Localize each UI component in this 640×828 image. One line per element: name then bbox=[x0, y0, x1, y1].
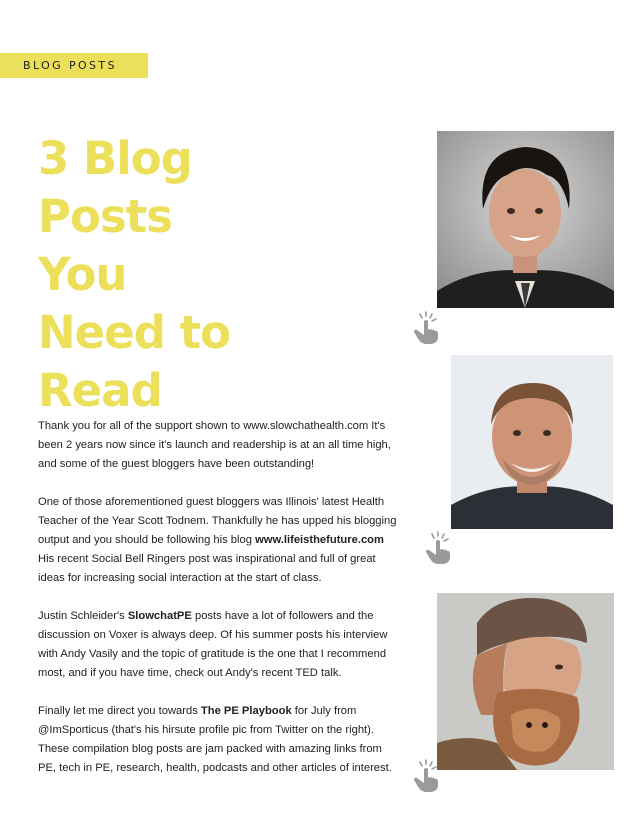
hand-pointer-click-icon bbox=[412, 311, 440, 345]
paragraph-todnem bbox=[38, 493, 398, 588]
text-fragment: Finally let me direct you towards bbox=[38, 705, 201, 717]
text-fragment: One of those aforementioned guest bloggers was Illinois' latest Health Teacher of the Year Scott Todnem. Thankfully he has upped his blogging output and you should be following his blog bbox=[38, 496, 397, 546]
text-fragment: His recent Social Bell Ringers post was inspirational and full of great ideas for increasing social interaction at the start of class. bbox=[38, 553, 376, 584]
title-line-4: Need to bbox=[38, 306, 231, 359]
article-body bbox=[38, 417, 398, 797]
portrait-image bbox=[437, 131, 614, 308]
blogger-photo-2 bbox=[451, 355, 613, 529]
blogger-photo-1 bbox=[437, 131, 614, 308]
title-line-1: 3 Blog bbox=[38, 132, 192, 185]
blog-link-pe-playbook[interactable]: The PE Playbook bbox=[200, 705, 292, 717]
hand-pointer-click-icon bbox=[424, 531, 452, 565]
title-line-5: Read bbox=[38, 364, 162, 417]
paragraph-intro: Thank you for all of the support shown to www.slowchathealth.com It's been 2 years now since it's launch and readership is at an all time high, and some of the guest bloggers have been outstanding! bbox=[38, 420, 391, 470]
paragraph-playbook bbox=[38, 702, 398, 778]
page-title bbox=[38, 130, 378, 420]
blog-link-lifeisthefuture[interactable]: www.lifeisthefuture.com bbox=[255, 534, 384, 546]
blog-link-slowchatpe[interactable]: SlowchatPE bbox=[127, 610, 192, 622]
text-fragment: Justin Schleider's bbox=[38, 610, 128, 622]
paragraph-schleider bbox=[38, 607, 398, 683]
hand-pointer-click-icon bbox=[412, 759, 440, 793]
blogger-photo-3 bbox=[437, 593, 614, 770]
title-line-2: Posts bbox=[38, 190, 172, 243]
title-line-3: You bbox=[38, 248, 127, 301]
portrait-image bbox=[437, 593, 614, 770]
text-fragment: posts have a lot of followers and the discussion on Voxer is always deep. Of his summer posts his interview with Andy Vasily and the topic of gratitude is the one that I recommend most, and if you have time, check out Andy's recent TED talk. bbox=[38, 610, 388, 679]
text-fragment: for July from @ImSporticus (that's his hirsute profile pic from Twitter on the right). These compilation blog posts are jam packed with amazing links from PE, tech in PE, research, health, podcasts and other articles of interest. bbox=[38, 705, 392, 774]
portrait-image bbox=[451, 355, 613, 529]
section-tag: BLOG POSTS bbox=[0, 53, 148, 78]
